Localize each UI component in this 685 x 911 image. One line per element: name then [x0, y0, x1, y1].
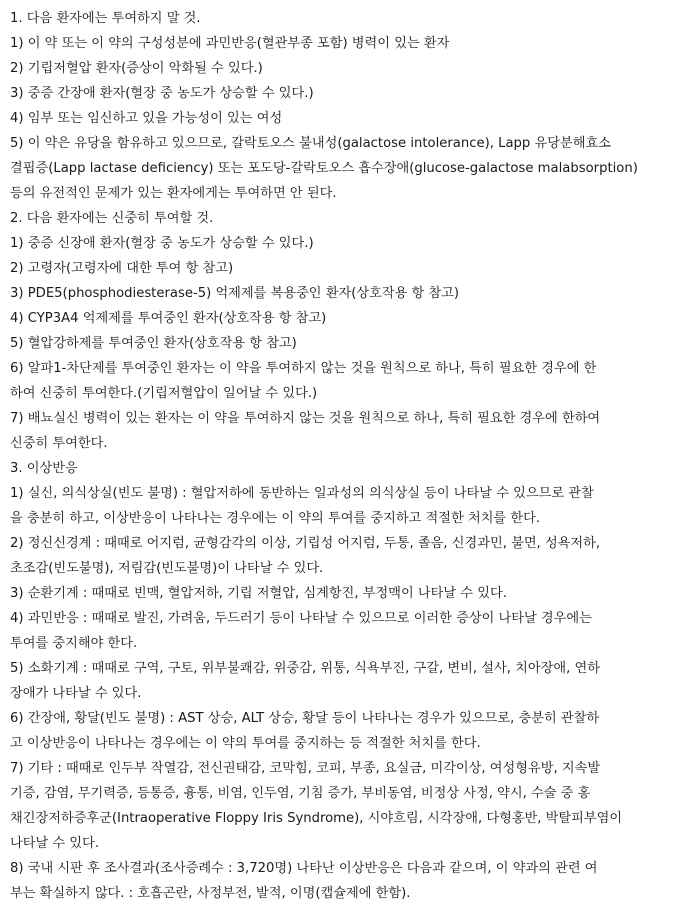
text-line: 등의 유전적인 문제가 있는 환자에게는 투여하면 안 된다.: [10, 186, 337, 201]
section-heading-contraindications: 1. 다음 환자에는 투여하지 말 것.: [10, 11, 201, 26]
text-line: 3) 중증 간장애 환자(혈장 중 농도가 상승할 수 있다.): [10, 86, 314, 101]
section-heading-adverse-reactions: 3. 이상반응: [10, 461, 78, 476]
text-line: 신중히 투여한다.: [10, 436, 108, 451]
text-line: 8) 국내 시판 후 조사결과(조사증례수 : 3,720명) 나타난 이상반응은 다음과 같으며, 이 약과의 관련 여: [10, 861, 598, 876]
text-line: 6) 알파1-차단제를 투여중인 환자는 이 약을 투여하지 않는 것을 원칙으로 하나, 특히 필요한 경우에 한: [10, 361, 597, 376]
text-line: 4) CYP3A4 억제제를 투여중인 환자(상호작용 항 참고): [10, 311, 327, 326]
text-line: 2) 기립저혈압 환자(증상이 악화될 수 있다.): [10, 61, 263, 76]
text-line: 나타날 수 있다.: [10, 836, 100, 851]
text-line: 하여 신중히 투여한다.(기립저혈압이 일어날 수 있다.): [10, 386, 318, 401]
text-line: 부는 확실하지 않다. : 호흡곤란, 사정부전, 발적, 이명(캡슐제에 한함).: [10, 886, 411, 901]
text-line: 4) 과민반응 : 때때로 발진, 가려움, 두드러기 등이 나타날 수 있으므로 이러한 증상이 나타날 경우에는: [10, 611, 592, 626]
text-line: 2) 정신신경계 : 때때로 어지럼, 균형감각의 이상, 기립성 어지럼, 두통, 졸음, 신경과민, 불면, 성욕저하,: [10, 536, 601, 551]
text-line: 5) 혈압강하제를 투여중인 환자(상호작용 항 참고): [10, 336, 297, 351]
text-line: 5) 소화기계 : 때때로 구역, 구토, 위부불쾌감, 위중감, 위통, 식욕부진, 구갈, 변비, 설사, 치아장애, 연하: [10, 661, 600, 676]
text-line: 초조감(빈도불명), 저림감(빈도불명)이 나타날 수 있다.: [10, 561, 324, 576]
text-line: 1) 이 약 또는 이 약의 구성성분에 과민반응(혈관부종 포함) 병력이 있는 환자: [10, 36, 450, 51]
text-line: 1) 중증 신장애 환자(혈장 중 농도가 상승할 수 있다.): [10, 236, 314, 251]
text-line: 1) 실신, 의식상실(빈도 불명) : 혈압저하에 동반하는 일과성의 의식상실 등이 나타날 수 있으므로 관찰: [10, 486, 594, 501]
text-line: 7) 기타 : 때때로 인두부 작열감, 전신권태감, 코막힘, 코피, 부종, 요실금, 미각이상, 여성형유방, 지속발: [10, 761, 601, 776]
text-line: 4) 임부 또는 임신하고 있을 가능성이 있는 여성: [10, 111, 283, 126]
text-line: 6) 간장애, 황달(빈도 불명) : AST 상승, ALT 상승, 황달 등이 나타나는 경우가 있으므로, 충분히 관찰하: [10, 711, 600, 726]
text-line: 3) 순환기계 : 때때로 빈맥, 혈압저하, 기립 저혈압, 심계항진, 부정맥이 나타날 수 있다.: [10, 586, 507, 601]
text-line: 을 충분히 하고, 이상반응이 나타나는 경우에는 이 약의 투여를 중지하고 적절한 처치를 한다.: [10, 511, 541, 526]
text-line: 5) 이 약은 유당을 함유하고 있으므로, 갈락토오스 불내성(galactose intolerance), Lapp 유당분해효소: [10, 136, 611, 151]
text-line: 장애가 나타날 수 있다.: [10, 686, 142, 701]
text-line: 투여를 중지해야 한다.: [10, 636, 138, 651]
text-line: 채긴장저하증후군(Intraoperative Floppy Iris Syndrome), 시야흐림, 시각장애, 다형홍반, 박탈피부염이: [10, 811, 623, 826]
text-line: 결핍증(Lapp lactase deficiency) 또는 포도당-갈락토오스 흡수장애(glucose-galactose malabsorption): [10, 161, 638, 176]
text-line: 기증, 감염, 무기력증, 등통증, 흉통, 비염, 인두염, 기침 증가, 부비동염, 비정상 사정, 약시, 수술 중 홍: [10, 786, 591, 801]
text-line: 고 이상반응이 나타나는 경우에는 이 약의 투여를 중지하는 등 적절한 처치를 한다.: [10, 736, 481, 751]
section-heading-precautions: 2. 다음 환자에는 신중히 투여할 것.: [10, 211, 214, 226]
text-line: 3) PDE5(phosphodiesterase-5) 억제제를 복용중인 환자(상호작용 항 참고): [10, 286, 460, 301]
text-line: 2) 고령자(고령자에 대한 투여 항 참고): [10, 261, 234, 276]
text-line: 7) 배뇨실신 병력이 있는 환자는 이 약을 투여하지 않는 것을 원칙으로 하나, 특히 필요한 경우에 한하여: [10, 411, 601, 426]
